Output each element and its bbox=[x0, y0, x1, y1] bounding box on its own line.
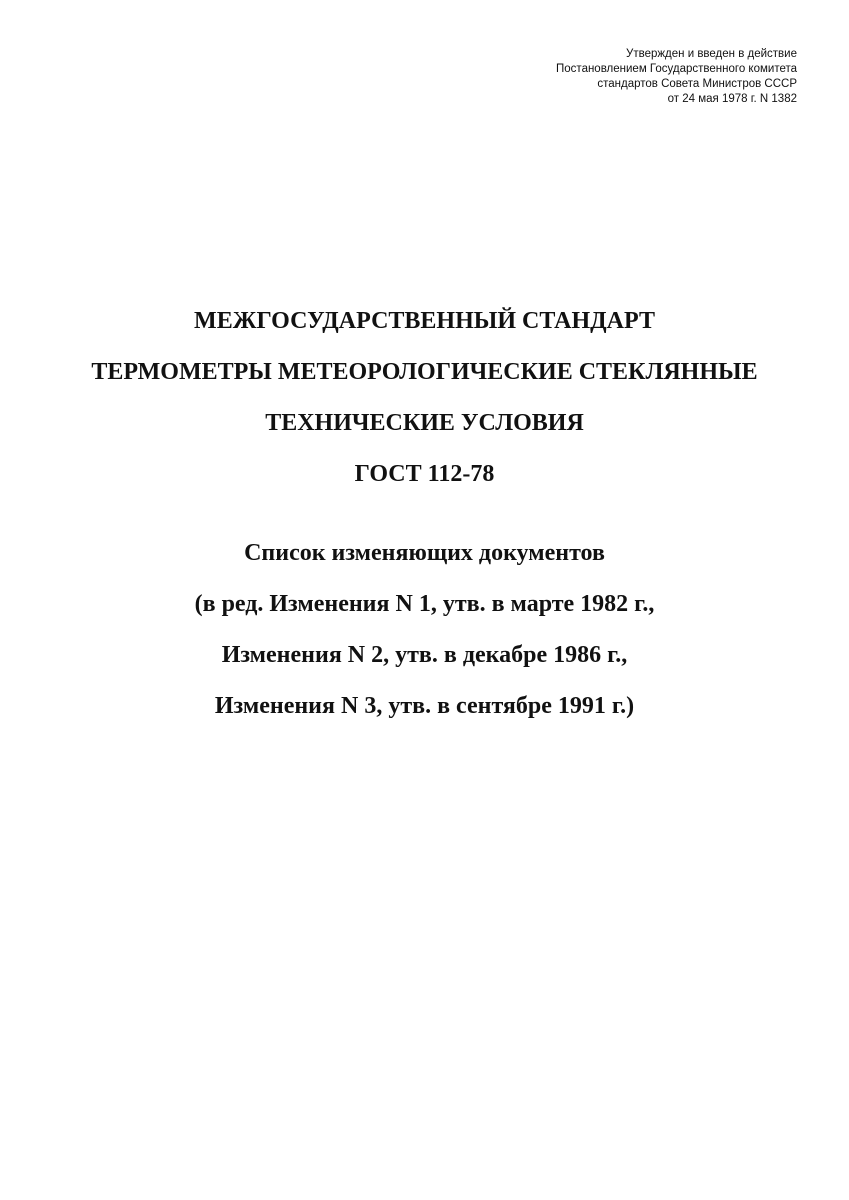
document-title bbox=[0, 296, 849, 500]
approval-line: Утвержден и введен в действие bbox=[626, 48, 797, 60]
approval-note bbox=[556, 47, 797, 107]
amendments-heading: Список изменяющих документов bbox=[244, 540, 605, 566]
title-line: ТЕРМОМЕТРЫ МЕТЕОРОЛОГИЧЕСКИЕ СТЕКЛЯННЫЕ bbox=[91, 359, 758, 385]
amendments-list bbox=[0, 528, 849, 732]
approval-line: Постановлением Государственного комитета bbox=[556, 63, 797, 75]
title-line: МЕЖГОСУДАРСТВЕННЫЙ СТАНДАРТ bbox=[194, 308, 655, 334]
amendment-line: Изменения N 3, утв. в сентябре 1991 г.) bbox=[214, 693, 635, 719]
amendment-line: Изменения N 2, утв. в декабре 1986 г., bbox=[221, 642, 628, 668]
approval-line: стандартов Совета Министров СССР bbox=[597, 78, 797, 90]
approval-line: от 24 мая 1978 г. N 1382 bbox=[667, 93, 797, 105]
amendment-line: (в ред. Изменения N 1, утв. в марте 1982 г., bbox=[194, 591, 655, 617]
standard-number: ГОСТ 112-78 bbox=[354, 461, 495, 487]
title-line: ТЕХНИЧЕСКИЕ УСЛОВИЯ bbox=[265, 410, 584, 436]
